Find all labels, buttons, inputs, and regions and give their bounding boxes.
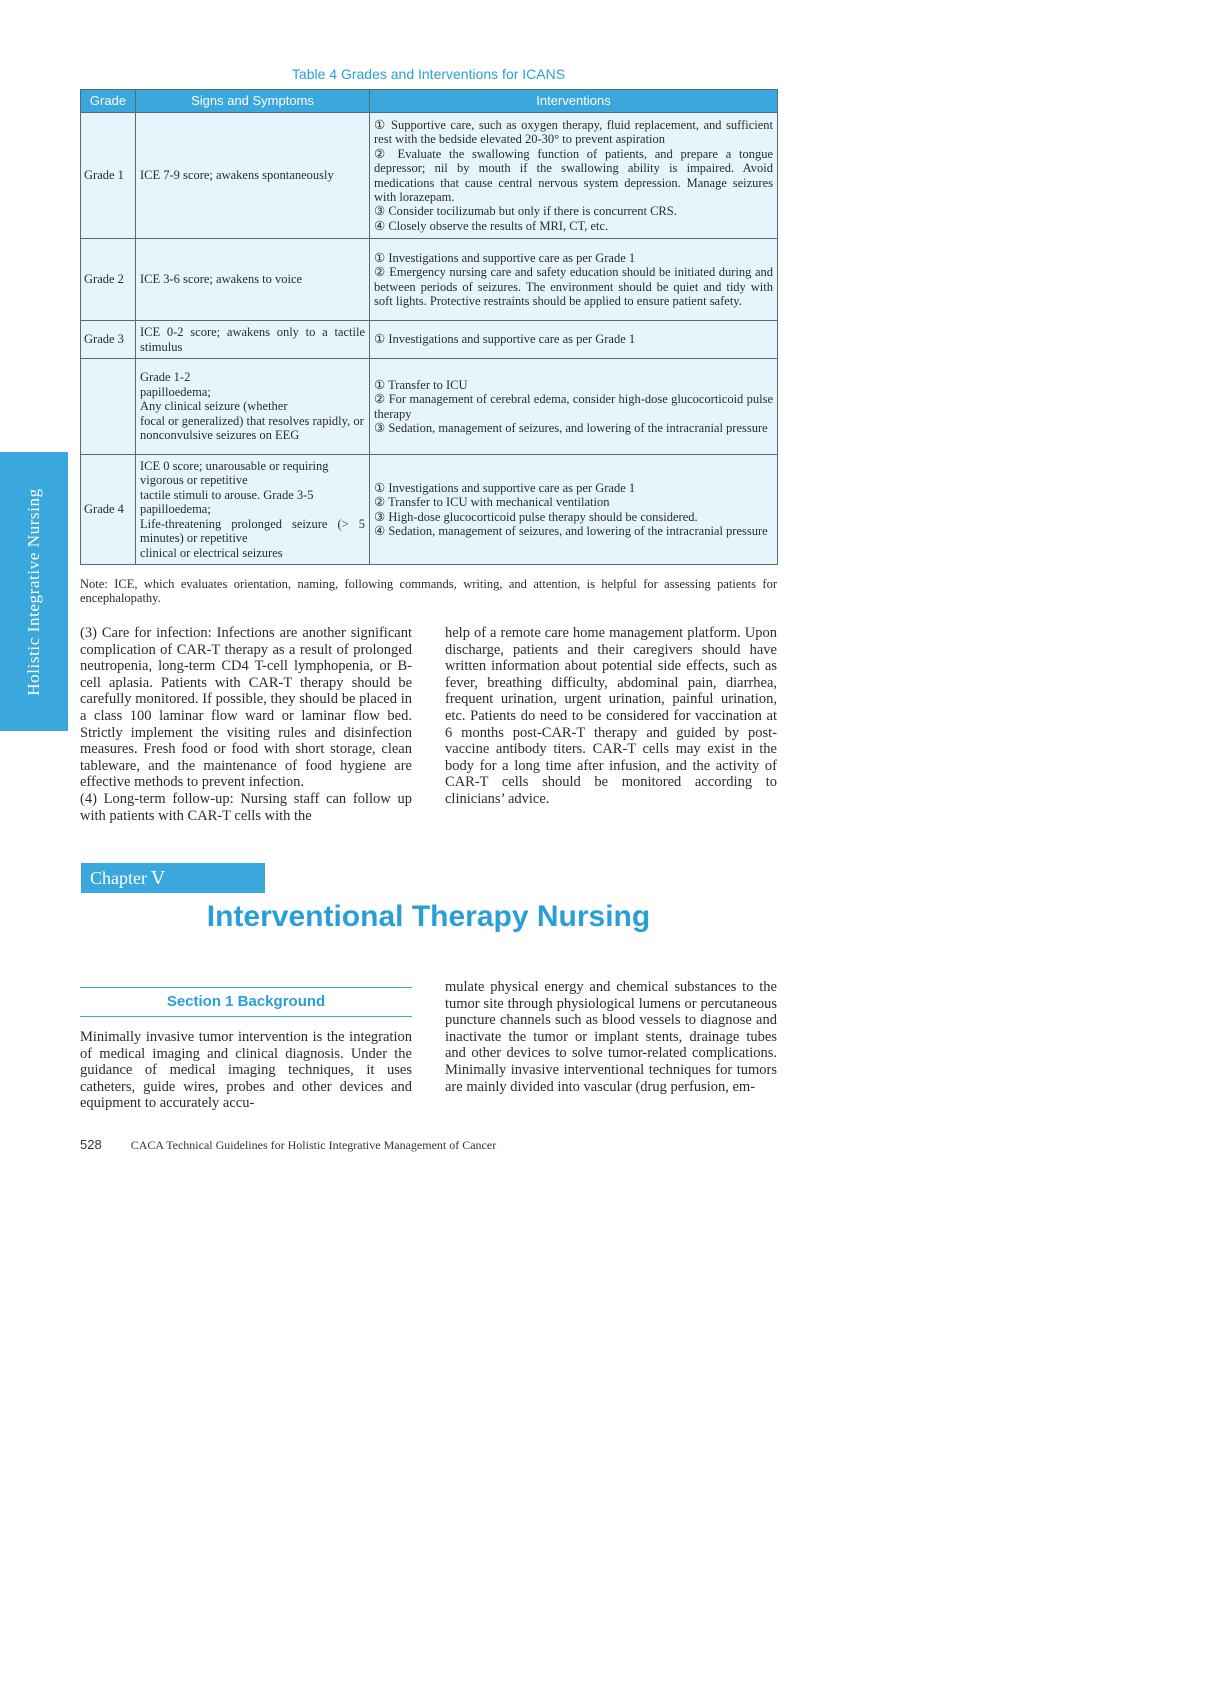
intervention-item: ① Supportive care, such as oxygen therapy, fluid replacement, and sufficient rest with the bedside elevated 20-30° to prevent aspiration: [374, 117, 773, 147]
intervention-item: ① Investigations and supportive care as per Grade 1: [374, 250, 636, 265]
interventions-cell: [370, 455, 778, 565]
signs-line: clinical or electrical seizures: [140, 545, 283, 560]
intervention-item: ③ Sedation, management of seizures, and lowering of the intracranial pressure: [374, 420, 768, 435]
signs-cell: [136, 321, 370, 359]
header-grade: Grade: [81, 90, 136, 113]
signs-line: nonconvulsive seizures on EEG: [140, 428, 300, 443]
signs-line: Grade 1-2: [140, 370, 191, 385]
side-tab-label: Holistic Integrative Nursing: [24, 487, 43, 696]
intervention-item: ① Investigations and supportive care as per Grade 1: [374, 480, 636, 495]
intervention-item: ④ Closely observe the results of MRI, CT, etc.: [374, 218, 609, 233]
icans-table: [80, 89, 778, 565]
chapter-label-box: [81, 863, 265, 893]
body-paragraph: mulate physical energy and chemical substances to the tumor site through physiological lumens or percutaneous puncture channels such as blood vessels to diagnose and inactivate the tumor or implant stents, drainage tubes and other devices to solve tumor-related complications. Minimally invasive interventional techniques for tumors are mainly divided into vascular (drug perfusion, em-: [445, 979, 777, 1095]
grade-cell: [81, 359, 136, 455]
interventions-cell: [370, 113, 778, 239]
signs-cell: [136, 113, 370, 239]
header-signs: Signs and Symptoms: [136, 90, 370, 113]
grade-cell: Grade 4: [81, 455, 136, 565]
intervention-item: ② Evaluate the swallowing function of patients, and prepare a tongue depressor; nil by mouth if the swallowing ability is impaired. Avoid medications that cause central nervous system depression. Manage seizures with lorazepam.: [374, 146, 773, 204]
body-paragraph: (3) Care for infection: Infections are another significant complication of CAR-T therapy as a result of prolonged neutropenia, long-term CD4 T-cell lymphopenia, or B-cell aplasia. Patients with CAR-T therapy should be carefully monitored. If possible, they should be placed in a class 100 laminar flow ward or laminar flow bed. Strictly implement the visiting rules and disinfection measures. Fresh food or food with short storage, clean tableware, and the maintenance of food hygiene are effective methods to prevent infection.: [80, 625, 412, 791]
intervention-item: ④ Sedation, management of seizures, and lowering of the intracranial pressure: [374, 523, 768, 538]
signs-line: papilloedema;: [140, 502, 211, 517]
table-note: Note: ICE, which evaluates orientation, naming, following commands, writing, and attention, is helpful for assessing patients for encephalopathy.: [80, 577, 777, 605]
chapter-title: Interventional Therapy Nursing: [206, 900, 651, 933]
interventions-cell: [370, 321, 778, 359]
signs-line: ICE 7-9 score; awakens spontaneously: [140, 168, 334, 183]
signs-cell: [136, 239, 370, 321]
signs-line: Any clinical seizure (whether: [140, 399, 288, 414]
body-paragraph: (4) Long-term follow-up: Nursing staff can follow up with patients with CAR-T cells with the: [80, 790, 412, 824]
signs-line: papilloedema;: [140, 384, 211, 399]
intervention-item: ② For management of cerebral edema, consider high-dose glucocorticoid pulse therapy: [374, 392, 773, 421]
signs-line: ICE 0 score; unarousable or requiring: [140, 459, 329, 474]
intervention-item: ① Transfer to ICU: [374, 377, 468, 392]
grade-cell: Grade 1: [81, 113, 136, 239]
signs-line: tactile stimuli to arouse. Grade 3-5: [140, 487, 314, 502]
table-row: [81, 455, 778, 565]
table-row: [81, 239, 778, 321]
table-row: [81, 321, 778, 359]
grade-cell: Grade 2: [81, 239, 136, 321]
intervention-item: ③ Consider tocilizumab but only if there is concurrent CRS.: [374, 204, 677, 219]
signs-line: Life-threatening prolonged seizure (> 5 minutes) or repetitive: [140, 516, 365, 546]
chapter-label: Chapter Ⅴ: [90, 868, 165, 888]
grade-cell: Grade 3: [81, 321, 136, 359]
running-footer: CACA Technical Guidelines for Holistic Integrative Management of Cancer: [130, 1138, 497, 1152]
upper-right-column: [445, 625, 777, 808]
table-row: [81, 113, 778, 239]
section-heading: Section 1 Background: [80, 987, 412, 1017]
side-tab: [0, 452, 68, 731]
intervention-item: ① Investigations and supportive care as per Grade 1: [374, 332, 636, 347]
signs-line: ICE 0-2 score; awakens only to a tactile stimulus: [140, 325, 365, 354]
intervention-item: ② Emergency nursing care and safety education should be initiated during and between periods of seizures. The environment should be quiet and tidy with soft lights. Protective restraints should be applied to ensure patient safety.: [374, 265, 773, 308]
signs-line: ICE 3-6 score; awakens to voice: [140, 272, 303, 287]
intervention-item: ② Transfer to ICU with mechanical ventilation: [374, 495, 610, 510]
interventions-cell: [370, 239, 778, 321]
lower-left-column: [80, 1029, 412, 1112]
body-paragraph: help of a remote care home management platform. Upon discharge, patients and their caregivers should have written information about potential side effects, such as fever, breathing difficulty, abdominal pain, diarrhea, frequent urination, urgent urination, painful urination, etc. Patients do need to be considered for vaccination at 6 months post-CAR-T therapy and guided by post-vaccine antibody titers. CAR-T cells may exist in the body for a long time after infusion, and the activity of CAR-T cells should be monitored according to clinicians’ advice.: [445, 625, 777, 807]
table-header-row: [81, 90, 778, 113]
interventions-cell: [370, 359, 778, 455]
body-paragraph: Minimally invasive tumor intervention is the integration of medical imaging and clinical diagnosis. Under the guidance of medical imaging techniques, it uses catheters, guide wires, probes and other devices and equipment to accurately accu-: [80, 1029, 412, 1112]
header-interventions: Interventions: [370, 90, 778, 113]
signs-line: vigorous or repetitive: [140, 473, 248, 488]
table-title: Table 4 Grades and Interventions for ICANS: [291, 66, 566, 82]
page-number: 528: [80, 1137, 102, 1152]
intervention-item: ③ High-dose glucocorticoid pulse therapy should be considered.: [374, 509, 698, 524]
lower-right-column: [445, 979, 777, 1095]
page-footer: [80, 1137, 496, 1153]
signs-cell: [136, 455, 370, 565]
signs-line: focal or generalized) that resolves rapidly, or: [140, 413, 364, 428]
table-row: [81, 359, 778, 455]
upper-left-column: [80, 625, 412, 824]
signs-cell: [136, 359, 370, 455]
